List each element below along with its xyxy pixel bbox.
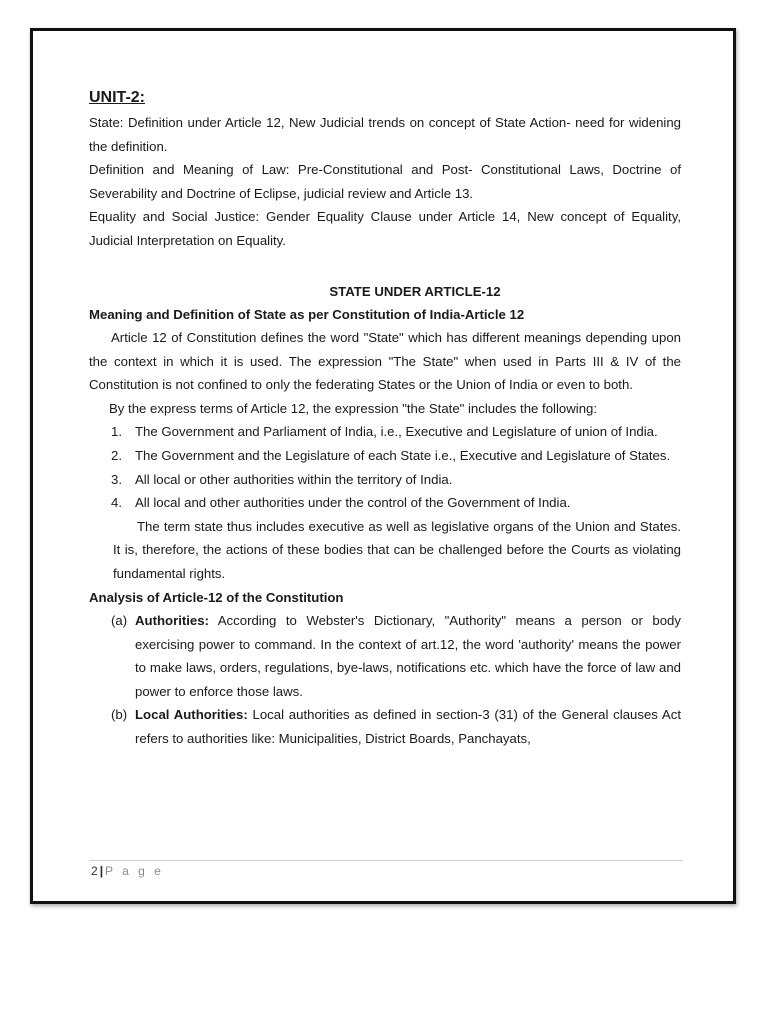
state-includes-list <box>89 420 681 514</box>
list-item-number: (a) <box>111 613 128 629</box>
list-item <box>89 703 681 750</box>
analysis-list <box>89 609 681 751</box>
page-content <box>89 87 681 751</box>
section-subheading: Meaning and Definition of State as per Constitution of India-Article 12 <box>89 306 525 322</box>
intro-paragraph: Article 12 of Constitution defines the word "State" which has different meanings depending upon the context in which it is used. The expression "The State" when used in Parts III & IV of the Constitution is not confined to only the federating States or the Union of India or even to both. <box>89 330 681 393</box>
list-item <box>89 491 681 515</box>
list-item <box>89 468 681 492</box>
page-label: P a g e <box>105 864 164 878</box>
list-item <box>89 444 681 468</box>
list-item-label: Authorities: <box>135 613 209 629</box>
list-item <box>89 420 681 444</box>
list-lead: By the express terms of Article 12, the expression "the State" includes the following: <box>109 400 598 416</box>
after-list-paragraph: The term state thus includes executive as well as legislative organs of the Union and States. It is, therefore, the actions of these bodies that can be challenged before the Courts as violating fundamental rights. <box>113 518 681 581</box>
list-item-number: 4. <box>111 495 122 511</box>
section-heading: STATE UNDER ARTICLE-12 <box>329 283 501 299</box>
list-item-label: Local Authorities: <box>135 707 248 723</box>
list-item-text: All local or other authorities within the territory of India. <box>135 471 453 487</box>
list-item-number: (b) <box>111 707 128 723</box>
list-item-number: 2. <box>111 448 122 464</box>
list-item-text: According to Webster's Dictionary, "Authority" means a person or body exercising power to command. In the context of art.12, the word 'authority' means the power to make laws, orders, regulations, bye-laws, notifications etc. which have the force of law and power to enforce those laws. <box>135 613 681 699</box>
list-item-text: The Government and Parliament of India, i.e., Executive and Legislature of union of India. <box>135 424 658 440</box>
analysis-heading: Analysis of Article-12 of the Constitution <box>89 589 344 605</box>
unit-title: UNIT-2: <box>89 89 145 106</box>
page-footer <box>91 864 164 878</box>
unit-topic-equality: Equality and Social Justice: Gender Equality Clause under Article 14, New concept of Equality, Judicial Interpretation on Equality. <box>89 209 681 248</box>
unit-topic-state: State: Definition under Article 12, New Judicial trends on concept of State Action- need for widening the definition. <box>89 115 681 154</box>
page-number: 2 <box>91 864 98 878</box>
list-item-text: The Government and the Legislature of each State i.e., Executive and Legislature of States. <box>135 448 671 464</box>
footer-divider <box>89 860 683 861</box>
document-page <box>30 28 736 904</box>
list-item-number: 3. <box>111 471 122 487</box>
footer-separator: | <box>99 864 104 878</box>
list-item-number: 1. <box>111 424 122 440</box>
unit-topic-law: Definition and Meaning of Law: Pre-Constitutional and Post- Constitutional Laws, Doctrine of Severability and Doctrine of Eclipse, judicial review and Article 13. <box>89 162 681 201</box>
list-item <box>89 609 681 703</box>
list-item-text: All local and other authorities under the control of the Government of India. <box>135 495 571 511</box>
list-item-text: Local authorities as defined in section-3 (31) of the General clauses Act refers to authorities like: Municipalities, District Boards, Panchayats, <box>135 707 681 747</box>
